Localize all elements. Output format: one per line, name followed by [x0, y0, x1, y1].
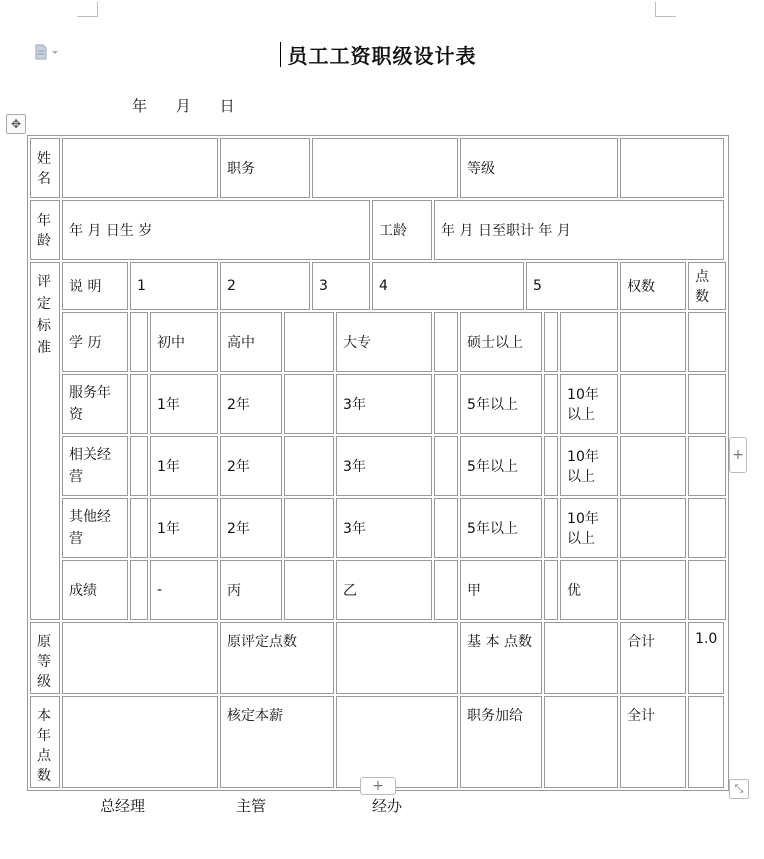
- table-row: [30, 312, 726, 372]
- points-header: 点数: [688, 262, 726, 310]
- table-cell[interactable]: [130, 560, 148, 620]
- level-4-header: 4: [372, 262, 524, 310]
- table-row: [30, 622, 726, 694]
- add-column-plus-icon[interactable]: +: [729, 437, 747, 473]
- table-cell[interactable]: 10年以上: [560, 498, 618, 558]
- gm-signature-label: 总经理: [100, 797, 146, 815]
- table-cell[interactable]: [130, 498, 148, 558]
- table-cell[interactable]: 初中: [150, 312, 218, 372]
- table-cell[interactable]: [544, 374, 558, 434]
- age-value[interactable]: 年 月 日生 岁: [62, 200, 370, 260]
- level-1-header: 1: [130, 262, 218, 310]
- table-cell[interactable]: 高中: [220, 312, 282, 372]
- bonus-label: 职务加给: [460, 696, 542, 788]
- table-cell[interactable]: 5年以上: [460, 436, 542, 496]
- orig-points-label: 原评定点数: [220, 622, 334, 694]
- orig-grade-label: 原 等级: [30, 622, 60, 694]
- table-cell[interactable]: [434, 374, 458, 434]
- post-value[interactable]: [312, 138, 458, 198]
- table-cell[interactable]: [544, 436, 558, 496]
- table-cell[interactable]: [544, 622, 618, 694]
- service-years-label: 服务年资: [62, 374, 128, 434]
- table-cell[interactable]: [130, 436, 148, 496]
- table-cell[interactable]: 3年: [336, 374, 432, 434]
- resize-icon[interactable]: ⤡: [729, 779, 749, 799]
- desc-header: 说 明: [62, 262, 128, 310]
- table-cell[interactable]: [434, 436, 458, 496]
- sum-value[interactable]: 1.0: [688, 622, 724, 694]
- table-cell[interactable]: [560, 312, 618, 372]
- post-label: 职务: [220, 138, 310, 198]
- table-cell[interactable]: [284, 560, 334, 620]
- table-row: [30, 200, 726, 260]
- month-label: 月: [175, 97, 191, 115]
- table-cell[interactable]: [688, 560, 726, 620]
- table-cell[interactable]: [688, 696, 724, 788]
- table-cell[interactable]: [336, 622, 458, 694]
- name-label: 姓名: [30, 138, 60, 198]
- table-cell[interactable]: [620, 312, 686, 372]
- table-cell[interactable]: [544, 312, 558, 372]
- salary-grade-table: [27, 135, 729, 791]
- table-cell[interactable]: [284, 374, 334, 434]
- table-cell[interactable]: [688, 436, 726, 496]
- crop-mark-top-left: [77, 2, 98, 17]
- service-value[interactable]: 年 月 日至职计 年 月: [434, 200, 724, 260]
- table-cell[interactable]: [544, 560, 558, 620]
- total-label: 全计: [620, 696, 686, 788]
- table-cell[interactable]: [62, 622, 218, 694]
- table-cell[interactable]: 2年: [220, 498, 282, 558]
- table-cell[interactable]: [544, 498, 558, 558]
- supervisor-signature-label: 主管: [236, 797, 267, 815]
- move-table-icon[interactable]: ✥: [6, 114, 26, 134]
- table-cell[interactable]: [688, 312, 726, 372]
- table-cell[interactable]: 1年: [150, 436, 218, 496]
- table-cell[interactable]: 硕士以上: [460, 312, 542, 372]
- table-row: [30, 436, 726, 496]
- table-cell[interactable]: [620, 498, 686, 558]
- level-3-header: 3: [312, 262, 370, 310]
- table-cell[interactable]: 甲: [460, 560, 542, 620]
- level-5-header: 5: [526, 262, 618, 310]
- handler-signature-label: 经办: [372, 797, 403, 815]
- level-2-header: 2: [220, 262, 310, 310]
- table-cell[interactable]: 3年: [336, 436, 432, 496]
- table-cell[interactable]: [620, 560, 686, 620]
- table-cell[interactable]: [130, 374, 148, 434]
- grade-label: 等级: [460, 138, 618, 198]
- table-row: [30, 560, 726, 620]
- year-points-label: 本 年点数: [30, 696, 60, 788]
- table-cell[interactable]: 3年: [336, 498, 432, 558]
- table-row: [30, 262, 726, 310]
- table-cell[interactable]: 2年: [220, 436, 282, 496]
- table-cell[interactable]: 1年: [150, 498, 218, 558]
- table-cell[interactable]: -: [150, 560, 218, 620]
- table-cell[interactable]: 1年: [150, 374, 218, 434]
- table-row: [30, 138, 726, 198]
- year-label: 年: [132, 97, 148, 115]
- table-cell[interactable]: [620, 436, 686, 496]
- age-label: 年龄: [30, 200, 60, 260]
- table-cell[interactable]: [62, 696, 218, 788]
- base-points-label: 基 本 点数: [460, 622, 542, 694]
- table-cell[interactable]: [130, 312, 148, 372]
- table-row: [30, 374, 726, 434]
- day-label: 日: [219, 97, 235, 115]
- table-cell[interactable]: [284, 436, 334, 496]
- criteria-label: 评定标准: [30, 262, 60, 620]
- table-cell[interactable]: 优: [560, 560, 618, 620]
- related-exp-label: 相关经营: [62, 436, 128, 496]
- table-cell[interactable]: 丙: [220, 560, 282, 620]
- table-row: [30, 498, 726, 558]
- salary-label: 核定本薪: [220, 696, 334, 788]
- service-label: 工龄: [372, 200, 432, 260]
- table-cell[interactable]: [620, 374, 686, 434]
- crop-mark-top-right: [655, 2, 676, 17]
- table-cell[interactable]: [284, 312, 334, 372]
- table-cell[interactable]: [434, 498, 458, 558]
- table-cell[interactable]: 乙: [336, 560, 432, 620]
- table-cell[interactable]: [434, 312, 458, 372]
- table-cell[interactable]: 10年以上: [560, 374, 618, 434]
- table-cell[interactable]: 2年: [220, 374, 282, 434]
- performance-label: 成绩: [62, 560, 128, 620]
- table-cell[interactable]: [688, 498, 726, 558]
- weight-header: 权数: [620, 262, 686, 310]
- other-exp-label: 其他经营: [62, 498, 128, 558]
- table-cell[interactable]: 5年以上: [460, 498, 542, 558]
- table-cell[interactable]: [284, 498, 334, 558]
- document-title: 员工工资职级设计表: [287, 44, 477, 68]
- table-cell[interactable]: 10年以上: [560, 436, 618, 496]
- date-line: [132, 95, 259, 116]
- add-row-plus-icon[interactable]: +: [360, 777, 396, 795]
- table-cell[interactable]: [544, 696, 618, 788]
- table-cell[interactable]: [688, 374, 726, 434]
- sum-label: 合计: [620, 622, 686, 694]
- table-cell[interactable]: [434, 560, 458, 620]
- table-cell[interactable]: 大专: [336, 312, 432, 372]
- grade-value[interactable]: [620, 138, 724, 198]
- name-value[interactable]: [62, 138, 218, 198]
- education-label: 学 历: [62, 312, 128, 372]
- table-row: [30, 696, 726, 788]
- table-cell[interactable]: 5年以上: [460, 374, 542, 434]
- table-cell[interactable]: [336, 696, 458, 788]
